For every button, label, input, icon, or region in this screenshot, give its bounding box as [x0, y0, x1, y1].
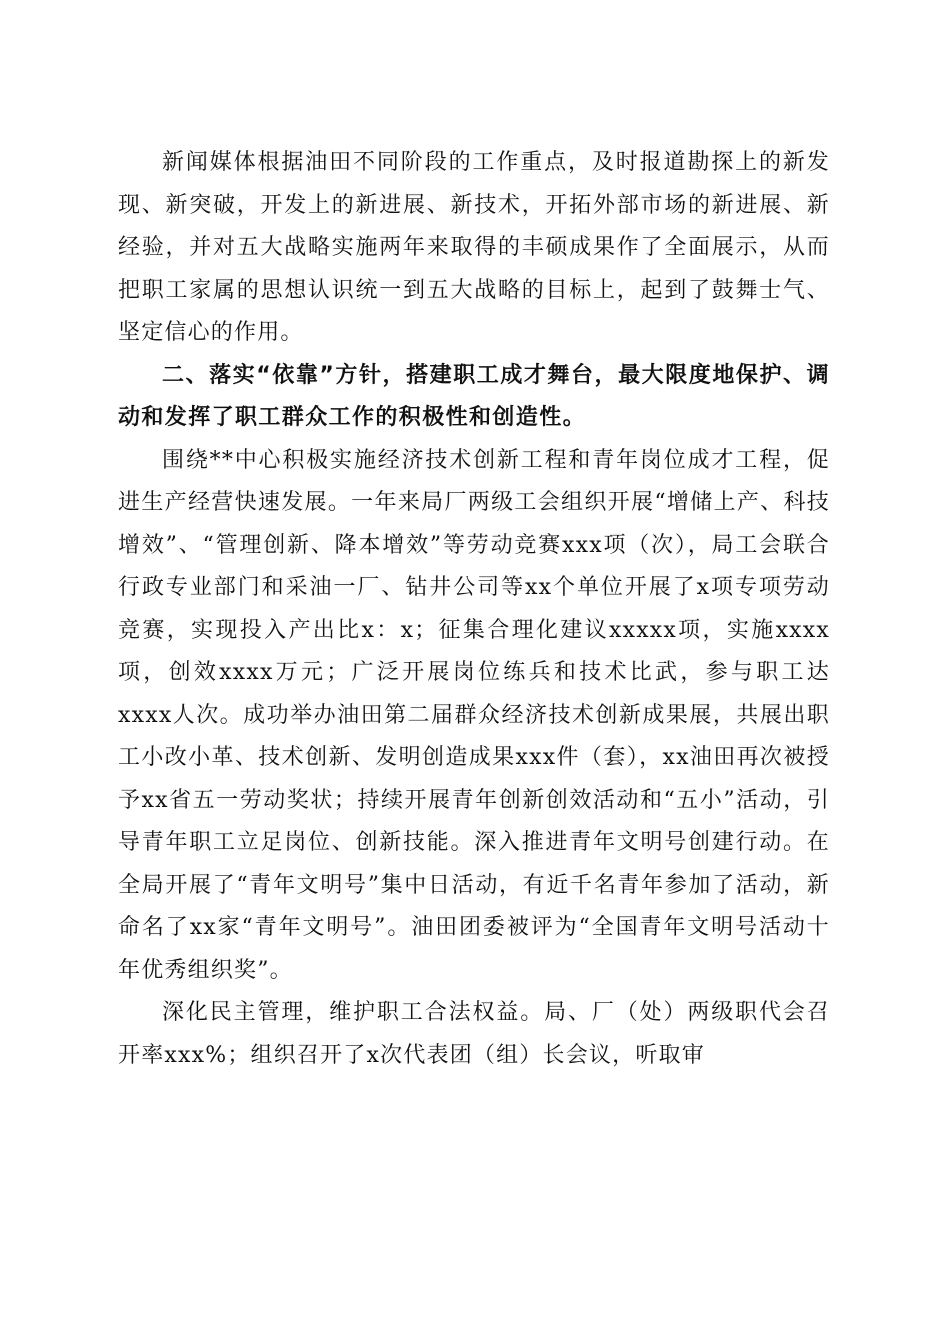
document-body — [118, 142, 830, 1077]
section-heading-2: 二、落实“依靠”方针，搭建职工成才舞台，最大限度地保护、调动和发挥了职工群众工作的积极性和创造性。 — [118, 362, 830, 430]
paragraph-democratic-management: 深化民主管理，维护职工合法权益。局、厂（处）两级职代会召开率xxx%；组织召开了x次代表团（组）长会议，听取审 — [118, 1000, 830, 1068]
paragraph-media-coverage: 新闻媒体根据油田不同阶段的工作重点，及时报道勘探上的新发现、新突破，开发上的新进展、新技术，开拓外部市场的新进展、新经验，并对五大战略实施两年来取得的丰硕成果作了全面展示，从而把职工家属的思想认识统一到五大战略的目标上，起到了鼓舞士气、坚定信心的作用。 — [118, 150, 830, 345]
paragraph-innovation: 围绕**中心积极实施经济技术创新工程和青年岗位成才工程，促进生产经营快速发展。一年来局厂两级工会组织开展“增储上产、科技增效”、“管理创新、降本增效”等劳动竞赛xxx项（次），局工会联合行政专业部门和采油一厂、钻井公司等xx个单位开展了x项专项劳动竞赛，实现投入产出比x：x；征集合理化建议xxxxx项，实施xxxx项，创效xxxx万元；广泛开展岗位练兵和技术比武，参与职工达xxxx人次。成功举办油田第二届群众经济技术创新成果展，共展出职工小改小革、技术创新、发明创造成果xxx件（套），xx油田再次被授予xx省五一劳动奖状；持续开展青年创新创效活动和“五小”活动，引导青年职工立足岗位、创新技能。深入推进青年文明号创建行动。在全局开展了“青年文明号”集中日活动，有近千名青年参加了活动，新命名了xx家“青年文明号”。油田团委被评为“全国青年文明号活动十年优秀组织奖”。 — [118, 447, 830, 983]
